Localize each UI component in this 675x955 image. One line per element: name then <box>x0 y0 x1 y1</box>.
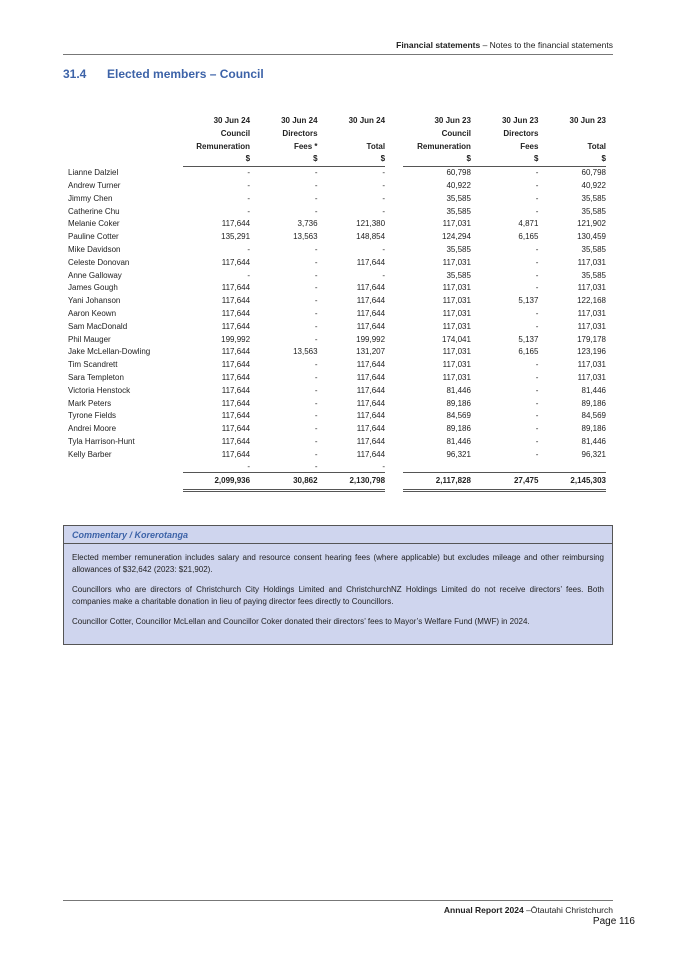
separator-cell <box>471 462 539 473</box>
value-cell: 35,585 <box>581 206 606 216</box>
column-header: $ <box>183 153 251 166</box>
separator-cell <box>403 462 471 473</box>
table-row <box>68 436 606 449</box>
value-cell: - <box>314 385 318 395</box>
value-cell: 117,031 <box>442 372 471 382</box>
table-row <box>68 334 606 347</box>
column-header: Remuneration <box>196 141 251 151</box>
value-cell: - <box>314 193 318 203</box>
value-cell: 35,585 <box>446 206 471 216</box>
column-header: Directors <box>503 128 539 138</box>
column-header <box>318 128 386 141</box>
commentary-paragraph-1: Elected member remuneration includes salary and resource consent hearing fees (where applicable) but excludes mileage and other reimbursing allowances of $32,642 (2023: $21,902). <box>72 553 604 574</box>
member-name: Mike Davidson <box>68 244 121 254</box>
value-cell: - <box>535 372 539 382</box>
table-row <box>68 359 606 372</box>
member-name: Anne Galloway <box>68 270 122 280</box>
value-cell: - <box>314 449 318 459</box>
column-gap <box>385 436 403 449</box>
member-name: Pauline Cotter <box>68 232 119 242</box>
value-cell: - <box>535 180 539 190</box>
member-name: Yani Johanson <box>68 296 121 306</box>
value-cell: 174,041 <box>442 334 471 344</box>
value-cell: 117,031 <box>577 257 606 267</box>
value-cell: 117,031 <box>442 308 471 318</box>
value-cell: 35,585 <box>446 193 471 203</box>
value-cell: - <box>314 308 318 318</box>
commentary-box <box>63 525 613 645</box>
header-spacer <box>68 141 183 154</box>
column-gap <box>385 257 403 270</box>
member-name: Andrew Turner <box>68 180 121 190</box>
header-spacer <box>68 128 183 141</box>
value-cell: 117,031 <box>442 283 471 293</box>
commentary-paragraph-2: Councillors who are directors of Christchurch City Holdings Limited and ChristchurchNZ Holdings Limited do not receive directors’ fees. Both companies make a charitable donation in lieu of paying director fees directly to Councillors. <box>72 585 604 606</box>
value-cell: - <box>382 270 386 280</box>
total-cell: 2,099,936 <box>183 472 251 490</box>
value-cell: - <box>382 244 386 254</box>
separator-row <box>68 462 606 473</box>
value-cell: 4,871 <box>518 219 539 229</box>
value-cell: 117,644 <box>221 283 251 293</box>
value-cell: - <box>247 193 251 203</box>
header-divider <box>63 54 613 55</box>
table-row <box>68 193 606 206</box>
value-cell: 13,563 <box>293 232 318 242</box>
column-header: 30 Jun 24 <box>281 116 318 125</box>
value-cell: 117,644 <box>221 360 251 370</box>
value-cell: - <box>247 206 251 216</box>
table-header <box>68 115 606 167</box>
table-row <box>68 449 606 462</box>
table-row <box>68 257 606 270</box>
column-gap <box>385 180 403 193</box>
value-cell: 117,644 <box>356 449 386 459</box>
column-gap <box>385 244 403 257</box>
value-cell: 117,031 <box>577 360 606 370</box>
value-cell: 117,644 <box>221 436 251 446</box>
value-cell: - <box>535 270 539 280</box>
value-cell: - <box>247 270 251 280</box>
table-row <box>68 308 606 321</box>
member-name: Sara Templeton <box>68 372 124 382</box>
value-cell: 117,644 <box>356 411 386 421</box>
table-row <box>68 295 606 308</box>
table-row <box>68 410 606 423</box>
header-section: Financial statements <box>396 40 481 50</box>
table-row <box>68 423 606 436</box>
column-gap <box>385 410 403 423</box>
table-row <box>68 244 606 257</box>
value-cell: 13,563 <box>293 347 318 357</box>
value-cell: 117,644 <box>221 449 251 459</box>
value-cell: 117,031 <box>577 283 606 293</box>
value-cell: 135,291 <box>221 232 251 242</box>
commentary-title: Commentary / Korerotanga <box>64 526 612 544</box>
column-gap <box>385 167 403 180</box>
column-header: 30 Jun 23 <box>569 116 606 125</box>
value-cell: 117,644 <box>221 385 251 395</box>
header-spacer <box>68 153 183 166</box>
column-gap <box>385 128 403 141</box>
member-name: Tim Scandrett <box>68 360 118 370</box>
column-header: Total <box>366 141 386 151</box>
column-header: Fees <box>520 141 539 151</box>
member-name: Lianne Dalziel <box>68 167 119 177</box>
value-cell: 117,644 <box>356 308 386 318</box>
footer-place: –Ōtautahi Christchurch <box>523 905 613 915</box>
value-cell: 81,446 <box>446 436 471 446</box>
separator-cell: - <box>183 462 251 473</box>
value-cell: - <box>382 193 386 203</box>
totals-spacer <box>68 472 183 490</box>
value-cell: 96,321 <box>581 449 606 459</box>
table-body <box>68 167 606 490</box>
value-cell: 35,585 <box>581 270 606 280</box>
total-cell: 2,130,798 <box>318 472 386 490</box>
section-title <box>63 67 264 81</box>
value-cell: 60,798 <box>581 168 606 178</box>
value-cell: 179,178 <box>577 334 606 344</box>
column-gap <box>385 231 403 244</box>
table-row <box>68 231 606 244</box>
member-name: Catherine Chu <box>68 206 120 216</box>
value-cell: 117,644 <box>356 257 386 267</box>
value-cell: - <box>314 372 318 382</box>
value-cell: 40,922 <box>446 180 471 190</box>
value-cell: 117,031 <box>442 257 471 267</box>
value-cell: - <box>535 168 539 178</box>
value-cell: - <box>535 385 539 395</box>
column-gap <box>385 218 403 231</box>
column-gap <box>385 462 403 473</box>
value-cell: - <box>314 321 318 331</box>
value-cell: - <box>535 257 539 267</box>
column-header: $ <box>471 153 539 166</box>
column-header: Council <box>441 128 471 138</box>
value-cell: 117,644 <box>221 296 251 306</box>
column-gap <box>385 472 403 490</box>
value-cell: - <box>314 436 318 446</box>
column-gap <box>385 423 403 436</box>
value-cell: 117,644 <box>356 436 386 446</box>
column-header: 30 Jun 23 <box>434 116 471 125</box>
member-name: Jake McLellan-Dowling <box>68 347 151 357</box>
value-cell: 117,644 <box>221 347 251 357</box>
value-cell: - <box>535 436 539 446</box>
value-cell: 3,736 <box>297 219 318 229</box>
column-gap <box>385 385 403 398</box>
value-cell: 117,644 <box>221 321 251 331</box>
member-name: Mark Peters <box>68 398 112 408</box>
value-cell: 123,196 <box>577 347 606 357</box>
value-cell: - <box>382 168 386 178</box>
column-gap <box>385 372 403 385</box>
member-name: Tyla Harrison-Hunt <box>68 436 135 446</box>
value-cell: - <box>382 180 386 190</box>
value-cell: - <box>314 206 318 216</box>
section-number: 31.4 <box>63 67 87 81</box>
table-row <box>68 346 606 359</box>
value-cell: 121,380 <box>356 219 386 229</box>
value-cell: 148,854 <box>356 232 386 242</box>
separator-cell <box>538 462 606 473</box>
member-name: Sam MacDonald <box>68 321 128 331</box>
value-cell: - <box>535 398 539 408</box>
column-gap <box>385 282 403 295</box>
value-cell: 5,137 <box>518 296 539 306</box>
value-cell: - <box>535 283 539 293</box>
value-cell: - <box>535 360 539 370</box>
value-cell: 117,031 <box>577 372 606 382</box>
header-spacer <box>68 115 183 128</box>
table-row <box>68 321 606 334</box>
value-cell: 124,294 <box>442 232 471 242</box>
value-cell: 5,137 <box>518 334 539 344</box>
value-cell: - <box>314 270 318 280</box>
column-header: Total <box>587 141 606 151</box>
footer-divider <box>63 900 613 901</box>
member-name: Aaron Keown <box>68 308 117 318</box>
value-cell: 121,902 <box>577 219 606 229</box>
member-name: Andrei Moore <box>68 424 117 434</box>
value-cell: 117,644 <box>221 257 251 267</box>
value-cell: - <box>314 334 318 344</box>
value-cell: - <box>314 424 318 434</box>
header-subsection: – Notes to the financial statements <box>480 40 613 50</box>
value-cell: - <box>382 206 386 216</box>
total-cell: 2,117,828 <box>403 472 471 490</box>
value-cell: - <box>247 244 251 254</box>
value-cell: - <box>314 257 318 267</box>
value-cell: - <box>314 168 318 178</box>
column-header: Remuneration <box>417 141 471 151</box>
header-row <box>68 153 606 166</box>
value-cell: 89,186 <box>446 424 471 434</box>
value-cell: 89,186 <box>581 398 606 408</box>
column-gap <box>385 346 403 359</box>
value-cell: 117,031 <box>442 321 471 331</box>
separator-cell: - <box>318 462 386 473</box>
member-name: Jimmy Chen <box>68 193 113 203</box>
value-cell: 117,644 <box>356 424 386 434</box>
value-cell: 117,644 <box>221 372 251 382</box>
value-cell: - <box>535 321 539 331</box>
value-cell: 117,644 <box>356 372 386 382</box>
member-name: Celeste Donovan <box>68 257 130 267</box>
value-cell: - <box>314 360 318 370</box>
separator-spacer <box>68 462 183 473</box>
column-gap <box>385 115 403 128</box>
column-gap <box>385 206 403 219</box>
separator-cell: - <box>250 462 318 473</box>
total-cell: 27,475 <box>471 472 539 490</box>
value-cell: 117,644 <box>221 398 251 408</box>
page-header <box>63 40 613 50</box>
member-name: Kelly Barber <box>68 449 112 459</box>
value-cell: 60,798 <box>446 168 471 178</box>
value-cell: 84,569 <box>446 411 471 421</box>
member-name: Victoria Henstock <box>68 385 131 395</box>
table-row <box>68 180 606 193</box>
value-cell: - <box>314 283 318 293</box>
header-row <box>68 141 606 154</box>
value-cell: - <box>314 411 318 421</box>
value-cell: 117,644 <box>356 398 386 408</box>
column-gap <box>385 308 403 321</box>
commentary-paragraph-3: Councillor Cotter, Councillor McLellan and Councillor Coker donated their directors’ fees to Mayor’s Welfare Fund (MWF) in 2024. <box>72 617 530 626</box>
value-cell: - <box>535 411 539 421</box>
total-cell: 30,862 <box>250 472 318 490</box>
value-cell: 130,459 <box>577 232 606 242</box>
value-cell: 81,446 <box>446 385 471 395</box>
table-row <box>68 218 606 231</box>
column-header: $ <box>318 153 386 166</box>
value-cell: - <box>314 296 318 306</box>
value-cell: 117,644 <box>356 283 386 293</box>
table-row <box>68 206 606 219</box>
value-cell: 117,031 <box>442 347 471 357</box>
value-cell: - <box>535 424 539 434</box>
column-header: 30 Jun 24 <box>213 116 251 125</box>
page-number: Page 116 <box>592 916 635 927</box>
column-header: $ <box>538 153 606 166</box>
value-cell: - <box>314 180 318 190</box>
column-gap <box>385 193 403 206</box>
value-cell: 117,031 <box>442 360 471 370</box>
totals-row <box>68 472 606 490</box>
value-cell: 117,031 <box>442 296 471 306</box>
value-cell: 117,644 <box>356 296 386 306</box>
column-gap <box>385 270 403 283</box>
column-gap <box>385 321 403 334</box>
table-row <box>68 282 606 295</box>
footer-report: Annual Report 2024 <box>443 905 524 915</box>
value-cell: - <box>535 206 539 216</box>
value-cell: 117,031 <box>577 308 606 318</box>
column-header: Fees * <box>293 141 318 151</box>
value-cell: 117,031 <box>577 321 606 331</box>
value-cell: 81,446 <box>581 385 606 395</box>
column-header <box>538 128 606 141</box>
column-gap <box>385 153 403 166</box>
page-footer <box>63 905 613 915</box>
value-cell: 40,922 <box>581 180 606 190</box>
column-gap <box>385 295 403 308</box>
column-gap <box>385 359 403 372</box>
value-cell: 35,585 <box>446 244 471 254</box>
table-row <box>68 385 606 398</box>
value-cell: 35,585 <box>446 270 471 280</box>
member-name: James Gough <box>68 283 118 293</box>
value-cell: - <box>314 398 318 408</box>
column-gap <box>385 334 403 347</box>
member-name: Phil Mauger <box>68 334 111 344</box>
column-header: Directors <box>282 128 318 138</box>
value-cell: - <box>535 244 539 254</box>
value-cell: 96,321 <box>446 449 471 459</box>
total-cell: 2,145,303 <box>538 472 606 490</box>
value-cell: 84,569 <box>581 411 606 421</box>
value-cell: 117,644 <box>221 219 251 229</box>
table-row <box>68 372 606 385</box>
value-cell: 35,585 <box>581 193 606 203</box>
value-cell: - <box>535 449 539 459</box>
header-row <box>68 128 606 141</box>
value-cell: 117,644 <box>221 424 251 434</box>
column-header: Council <box>220 128 251 138</box>
column-header: $ <box>403 153 471 166</box>
value-cell: - <box>535 308 539 318</box>
member-name: Melanie Coker <box>68 219 120 229</box>
remuneration-table <box>68 115 606 492</box>
table-row <box>68 270 606 283</box>
value-cell: 117,644 <box>221 411 251 421</box>
value-cell: - <box>247 168 251 178</box>
table-row <box>68 167 606 180</box>
value-cell: 117,644 <box>221 308 251 318</box>
column-header: 30 Jun 23 <box>501 116 539 125</box>
value-cell: 122,168 <box>577 296 606 306</box>
value-cell: 81,446 <box>581 436 606 446</box>
value-cell: 6,165 <box>518 347 539 357</box>
value-cell: 117,644 <box>356 321 386 331</box>
value-cell: - <box>247 180 251 190</box>
value-cell: 199,992 <box>356 334 386 344</box>
value-cell: 199,992 <box>221 334 251 344</box>
value-cell: 117,031 <box>442 219 471 229</box>
value-cell: 117,644 <box>356 360 386 370</box>
column-gap <box>385 449 403 462</box>
member-name: Tyrone Fields <box>68 411 117 421</box>
value-cell: 6,165 <box>518 232 539 242</box>
column-header: 30 Jun 24 <box>348 116 386 125</box>
value-cell: 131,207 <box>356 347 386 357</box>
table-row <box>68 398 606 411</box>
value-cell: 117,644 <box>356 385 386 395</box>
section-title-text: Elected members – Council <box>107 67 264 81</box>
column-header: $ <box>250 153 318 166</box>
column-gap <box>385 398 403 411</box>
header-row <box>68 115 606 128</box>
value-cell: - <box>314 244 318 254</box>
value-cell: 89,186 <box>581 424 606 434</box>
column-gap <box>385 141 403 154</box>
value-cell: 89,186 <box>446 398 471 408</box>
value-cell: - <box>535 193 539 203</box>
value-cell: 35,585 <box>581 244 606 254</box>
